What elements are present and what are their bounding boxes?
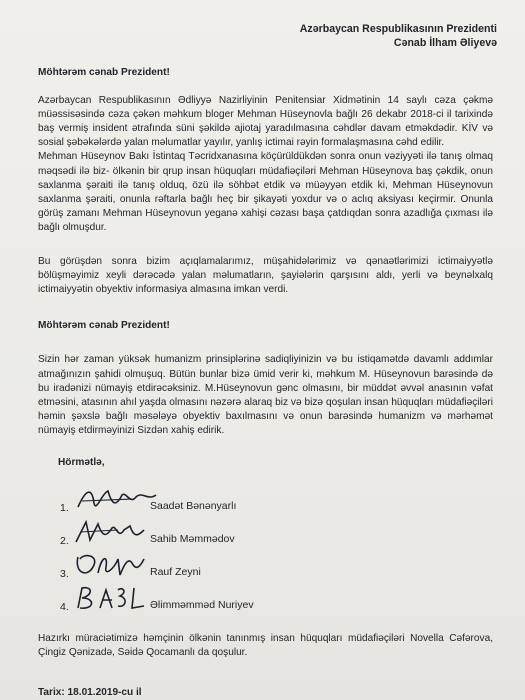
salutation: Möhtərəm cənab Prezident!: [38, 67, 170, 78]
signer-number: 4.: [60, 600, 69, 613]
signer-name: Sahib Məmmədov: [150, 532, 235, 545]
signer-row: [60, 482, 493, 515]
addressee-name: Cənab İlham Əliyevə: [393, 37, 497, 49]
signer-number: 2.: [60, 534, 69, 547]
paragraph-supporters: Hazırkı müraciətimizə həmçinin ölkənin tanınmış insan hüquqları müdafiəçiləri Novella Cəfərova, Çingiz Qənizadə, Səidə Qocamanlı da qoşulur.: [38, 633, 493, 659]
signer-name: Saadət Bənənyarlı: [150, 499, 237, 512]
addressee-block: [38, 22, 497, 50]
signer-name: Rauf Zeyni: [150, 565, 201, 578]
signer-number: 1.: [60, 501, 69, 514]
signature-list: [60, 482, 493, 614]
paragraph-incident: Azərbaycan Respublikasının Ədliyyə Nazirliyinin Penitensiar Xidmətinin 14 saylı cəza çəkmə müəssisəsində cəza çəkən məhkum bloger Mehman Hüseynovla bağlı 26 dekabr 2018-ci il tarixində baş vermiş insident ətrafında süni şəkildə ajiotaj yaradılmasına cəhdlər davam etməkdədir. KİV və sosial şəbəkələrdə yalan məlumatlar yayılır, yanlış ictimai rəyin formalaşmasına cəhd edilir.: [38, 95, 493, 149]
signer-row: [60, 515, 493, 548]
signer-number: 3.: [60, 567, 69, 580]
paragraph-visit: Mehman Hüseynov Bakı İstintaq Təcridxanasına köçürüldükdən sonra onun vəziyyəti ilə tanış olmaq məqsədi ilə biz- ölkənin bir qrup insan hüquqları müdafiəçiləri Mehman Hüseynova baş çəkdik, onun saxlanma şəraiti ilə tanış olduq, özü ilə söhbət etdik və müəyyən etdik ki, Mehman Hüseynovun saxlanma şəraiti, onunla rəftarla bağlı heç bir şikayəti yoxdur və o aclıq aksiyası keçirmir. Onunla görüş zamanı Mehman Hüseynovun yeganə xahişi cəzası başa çatdıqdan sonra azadlığa çıxması ilə bağlı olmuşdur.: [38, 151, 493, 233]
salutation-repeat: Möhtərəm cənab Prezident!: [38, 320, 170, 332]
paragraph-outcome: Bu görüşdən sonra bizim açıqlamalarımız, müşahidələrimiz və qənaətlərimizi ictimaiyyətlə bölüşməyimiz xeyli dərəcədə yalan məlumatların, şayiələrin qarşısını aldı, yerli və beynəlxalq ictimaiyyətin obyektiv informasiya almasına imkan verdi.: [38, 256, 493, 296]
document-date: Tarix: 18.01.2019-cu il: [38, 687, 142, 699]
signer-row: [60, 548, 493, 581]
paragraph-request: Sizin hər zaman yüksək humanizm prinsiplərinə sadiqliyinizin və bu istiqamətdə davamlı addımlar atmağınızın şahidi olmuşuq. Bütün bunlar bizə ümid verir ki, məhkum M. Hüseynovun barəsində də bu iradənizi nümayiş etdirəcəksiniz. M.Hüseynovun gənc olmasını, bir müddət əvvəl anasının vəfat etməsini, atasının ahıl yaşda olmasını nəzərə alaraq biz və bizə qoşulan insan hüquqları müdafiəçiləri həmin şəxslə bağlı məsələyə obyektiv baxılmasını və onun barəsində humanizm və mərhəmət nümayiş etdirməyinizi Sizdən xahiş edirik.: [38, 354, 493, 436]
signer-row: [60, 581, 493, 614]
closing-phrase: Hörmətlə,: [58, 456, 105, 468]
addressee-title: Azərbaycan Respublikasının Prezidenti: [299, 23, 497, 35]
signer-name: Əlimməmməd Nuriyev: [150, 598, 254, 611]
